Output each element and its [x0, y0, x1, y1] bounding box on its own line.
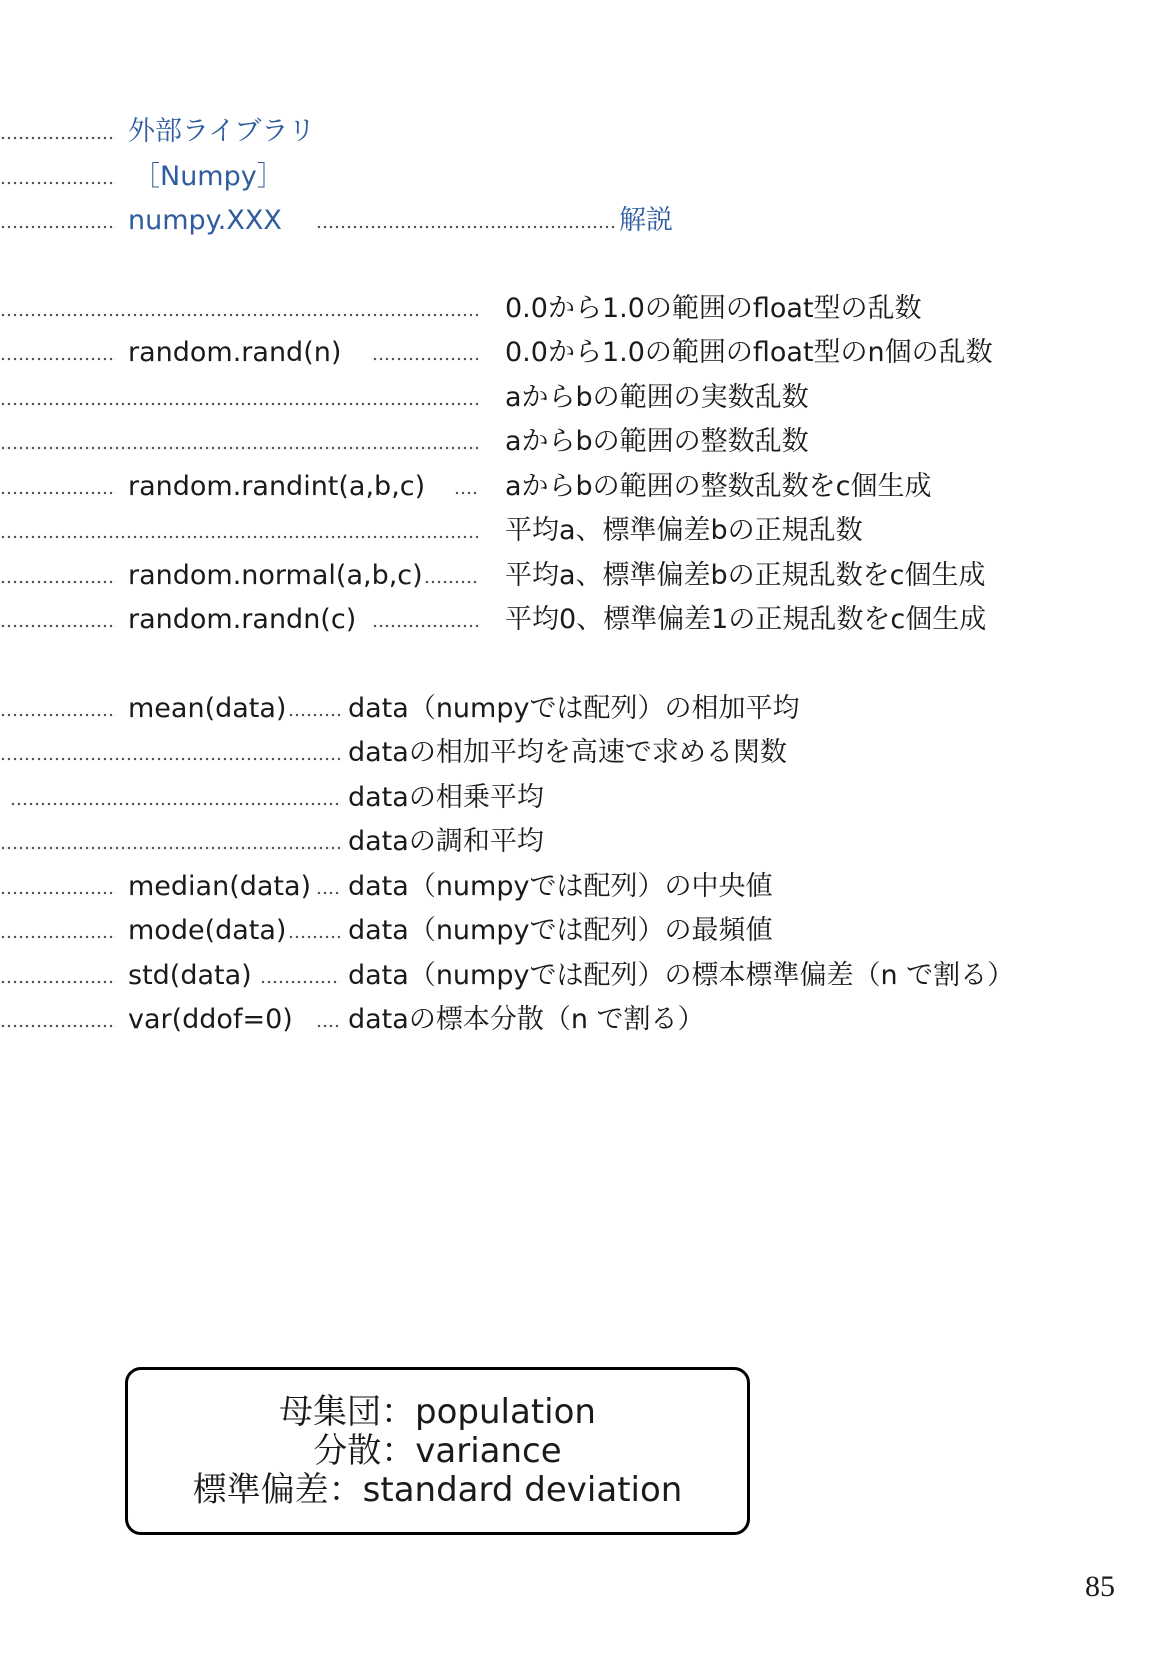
leader-dots	[424, 556, 478, 596]
prefix-label: numpy.XXX	[128, 205, 282, 236]
leader-dots	[260, 956, 340, 996]
desc-text: 平均0、標準偏差1の正規乱数をc個生成	[505, 604, 987, 635]
function-name: random.randint(a,b,c)	[128, 471, 426, 502]
desc-text: dataの相加平均を高速で求める関数	[348, 737, 787, 768]
leader-dots	[0, 600, 116, 640]
desc-text: data（numpyでは配列）の中央値	[348, 871, 773, 902]
desc-text: dataの相乗平均	[348, 782, 544, 813]
function-name: random.rand(n)	[128, 337, 342, 368]
desc-text: 平均a、標準偏差bの正規乱数をc個生成	[505, 560, 986, 591]
glossary-variance: 分散：variance	[313, 1430, 562, 1471]
function-name: random.randn(c)	[128, 604, 357, 635]
desc-text: 0.0から1.0の範囲のfloat型のn個の乱数	[505, 337, 993, 368]
glossary-box	[125, 1367, 750, 1535]
desc-text: dataの調和平均	[348, 826, 544, 857]
leader-dots	[372, 333, 478, 373]
desc-text: aからbの範囲の実数乱数	[505, 382, 809, 413]
desc-text: data（numpyでは配列）の標本標準偏差（n で割る）	[348, 960, 1015, 991]
leader-dots	[0, 911, 116, 951]
leader-dots	[0, 112, 116, 152]
desc-text: data（numpyでは配列）の相加平均	[348, 693, 800, 724]
leader-dots	[0, 467, 116, 507]
function-name: random.normal(a,b,c)	[128, 560, 423, 591]
leader-dots	[316, 867, 340, 907]
leader-dots	[0, 822, 340, 862]
function-name: mode(data)	[128, 915, 287, 946]
numpy-label: ［Numpy］	[133, 161, 284, 192]
leader-dots	[0, 333, 116, 373]
leader-dots	[0, 733, 340, 773]
leader-dots	[0, 422, 478, 462]
leader-dots	[0, 201, 116, 241]
leader-dots	[0, 556, 116, 596]
glossary-population: 母集団：population	[279, 1391, 596, 1432]
leader-dots	[372, 600, 478, 640]
leader-dots	[288, 689, 340, 729]
leader-dots	[0, 867, 116, 907]
leader-dots	[0, 956, 116, 996]
library-label: 外部ライブラリ	[128, 116, 316, 147]
leader-dots	[10, 778, 340, 818]
leader-dots	[288, 911, 340, 951]
function-name: mean(data)	[128, 693, 287, 724]
desc-text: data（numpyでは配列）の最頻値	[348, 915, 773, 946]
function-name: std(data)	[128, 960, 252, 991]
leader-dots	[0, 378, 478, 418]
leader-dots	[0, 689, 116, 729]
leader-dots	[0, 289, 478, 329]
leader-dots	[0, 1000, 116, 1040]
desc-text: dataの標本分散（n で割る）	[348, 1004, 705, 1035]
explanation-label: 解説	[619, 205, 673, 236]
desc-text: aからbの範囲の整数乱数をc個生成	[505, 471, 932, 502]
leader-dots	[0, 157, 116, 197]
leader-dots	[454, 467, 478, 507]
desc-text: 平均a、標準偏差bの正規乱数	[505, 515, 863, 546]
function-name: var(ddof=0)	[128, 1004, 293, 1035]
leader-dots	[0, 511, 478, 551]
desc-text: aからbの範囲の整数乱数	[505, 426, 809, 457]
page-number: 85	[1085, 1570, 1115, 1603]
desc-text: 0.0から1.0の範囲のfloat型の乱数	[505, 293, 922, 324]
leader-dots	[316, 201, 616, 241]
function-name: median(data)	[128, 871, 312, 902]
glossary-std-dev: 標準偏差：standard deviation	[192, 1469, 683, 1510]
leader-dots	[316, 1000, 340, 1040]
